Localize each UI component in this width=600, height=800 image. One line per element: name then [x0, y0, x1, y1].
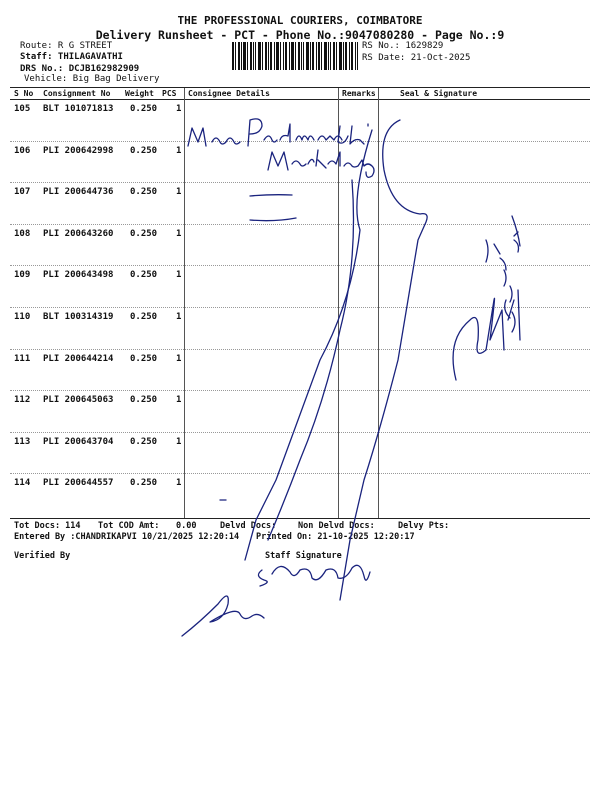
staff-signature-ink — [258, 565, 370, 586]
table-row — [10, 100, 590, 142]
cell-consignment: PLI 200643704 — [43, 436, 114, 447]
cell-pcs: 1 — [176, 104, 182, 114]
cell-pcs: 1 — [176, 270, 182, 281]
cell-weight: 0.250 — [130, 312, 158, 322]
col-header-pcs: PCS — [162, 89, 177, 98]
delivery-points: Delvy Pts: — [398, 521, 450, 531]
rs-number: RS No.: 1629829 — [362, 41, 444, 51]
table-row — [10, 225, 590, 267]
table-row — [10, 308, 590, 350]
entered-by: Entered By :CHANDRIKAPVI 10/21/2025 12:20:14 — [14, 532, 240, 542]
cell-sno: 108 — [14, 228, 31, 239]
table-row — [10, 266, 590, 308]
cell-pcs: 1 — [176, 228, 182, 239]
cell-sno: 111 — [14, 353, 31, 364]
cell-sno: 114 — [14, 478, 31, 489]
cell-consignment: PLI 200642998 — [43, 145, 114, 156]
cell-weight: 0.250 — [130, 395, 158, 406]
printed-on: Printed On: 21-10-2025 12:20:17 — [256, 532, 415, 542]
table-bottom-rule — [10, 518, 590, 519]
cell-pcs: 1 — [176, 478, 182, 489]
cell-weight: 0.250 — [130, 228, 158, 239]
table-row — [10, 350, 590, 392]
total-docs: Tot Docs: 114 — [14, 521, 81, 531]
cell-consignment: PLI 200644736 — [43, 187, 114, 198]
staff-label: Staff: THILAGAVATHI — [20, 52, 123, 62]
cell-sno: 106 — [14, 145, 31, 156]
cell-pcs: 1 — [176, 353, 182, 364]
cell-consignment: BLT 101071813 — [43, 104, 114, 114]
cell-pcs: 1 — [176, 187, 182, 198]
table-row — [10, 183, 590, 225]
staff-signature-label: Staff Signature — [265, 551, 342, 561]
cell-pcs: 1 — [176, 436, 182, 447]
verifier-signature-ink — [182, 596, 264, 636]
cell-weight: 0.250 — [130, 145, 158, 156]
company-name: THE PROFESSIONAL COURIERS, COIMBATORE — [177, 14, 423, 27]
cell-consignment: PLI 200643498 — [43, 270, 114, 281]
table-top-rule — [10, 87, 590, 88]
barcode-icon — [232, 42, 358, 70]
cell-weight: 0.250 — [130, 270, 158, 281]
cell-sno: 109 — [14, 270, 31, 281]
table-row — [10, 391, 590, 433]
runsheet-title: Delivery Runsheet - PCT - Phone No.:9047080280 - Page No.:9 — [95, 28, 505, 42]
table-row — [10, 474, 590, 516]
cell-weight: 0.250 — [130, 353, 158, 364]
cell-sno: 105 — [14, 104, 31, 114]
vehicle-label: Vehicle: Big Bag Delivery — [24, 74, 160, 84]
table-row — [10, 142, 590, 184]
cell-sno: 113 — [14, 436, 31, 447]
col-header-seal: Seal & Signature — [400, 89, 478, 98]
col-header-remarks: Remarks — [342, 89, 376, 98]
verified-by-label: Verified By — [14, 551, 71, 561]
rs-date: RS Date: 21-Oct-2025 — [362, 53, 471, 63]
col-header-sno: S No — [14, 89, 34, 98]
cell-consignment: PLI 200645063 — [43, 395, 114, 406]
cell-pcs: 1 — [176, 145, 182, 156]
cell-consignment: PLI 200644214 — [43, 353, 114, 364]
cell-consignment: PLI 200644557 — [43, 478, 114, 489]
route-label: Route: R G STREET — [20, 41, 113, 51]
cell-sno: 112 — [14, 395, 31, 406]
cell-sno: 110 — [14, 312, 31, 322]
drs-number: DRS No.: DCJB162982909 — [20, 64, 140, 74]
cell-consignment: BLT 100314319 — [43, 312, 114, 322]
cell-weight: 0.250 — [130, 436, 158, 447]
cell-pcs: 1 — [176, 312, 182, 322]
non-delivered-docs: Non Delvd Docs: — [298, 521, 375, 531]
col-header-consignee: Consignee Details — [188, 89, 270, 98]
col-header-weight: Weight — [125, 89, 154, 98]
col-header-consignment: Consignment No — [43, 89, 111, 98]
table-row — [10, 433, 590, 475]
cell-weight: 0.250 — [130, 187, 158, 198]
cell-weight: 0.250 — [130, 478, 158, 489]
cell-pcs: 1 — [176, 395, 182, 406]
total-cod-label: Tot COD Amt: — [98, 521, 160, 531]
cell-consignment: PLI 200643260 — [43, 228, 114, 239]
delivered-docs: Delvd Docs: — [220, 521, 277, 531]
total-cod-value: 0.00 — [176, 521, 197, 531]
cell-weight: 0.250 — [130, 104, 158, 114]
cell-sno: 107 — [14, 187, 31, 198]
